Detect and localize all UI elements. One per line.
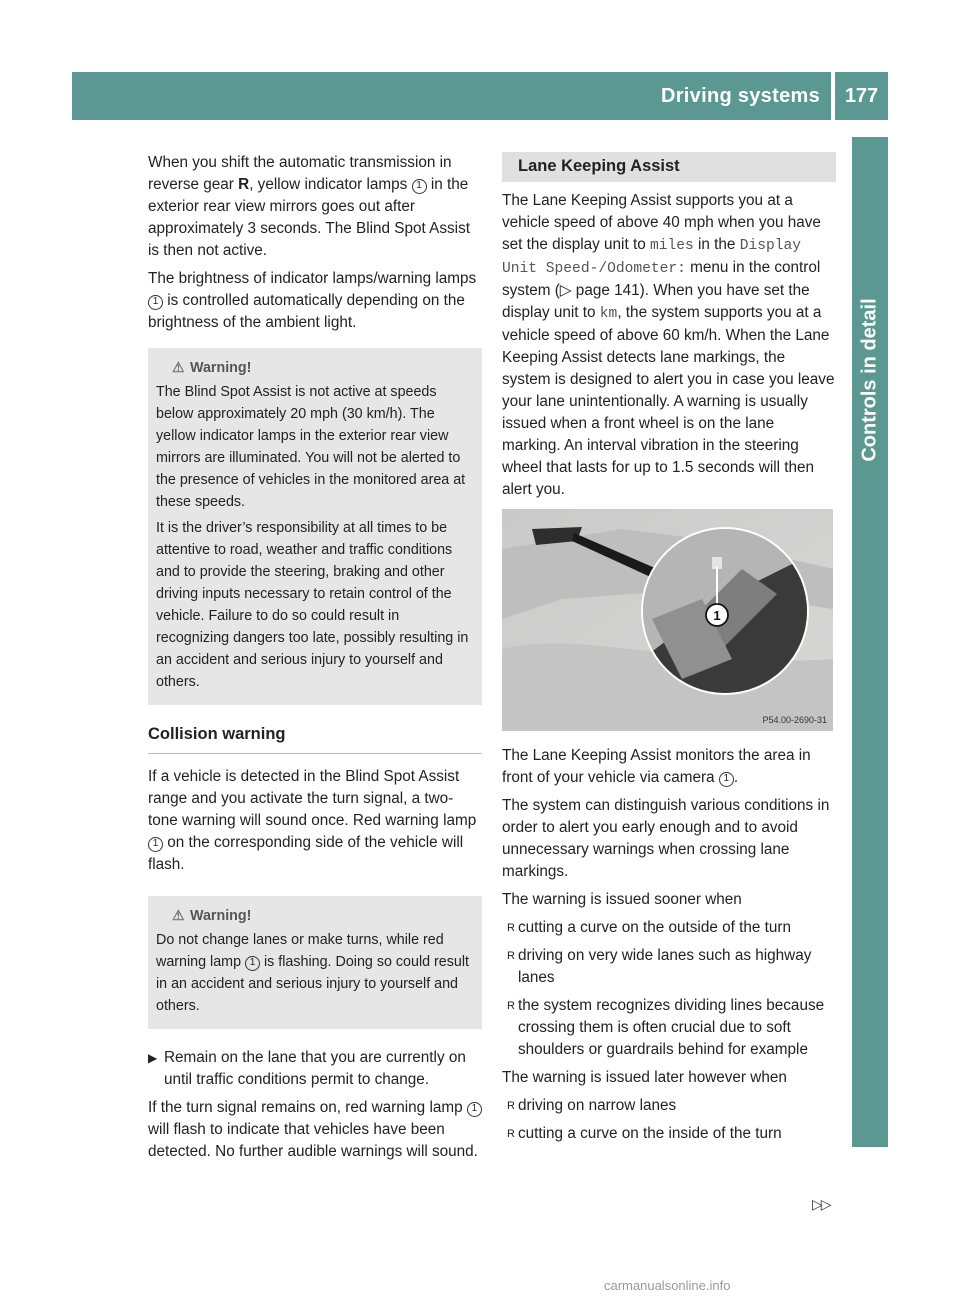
- continued-arrow-icon: ▷▷: [812, 1196, 830, 1212]
- left-column: [148, 152, 482, 1169]
- warning-triangle-icon: ⚠: [172, 359, 185, 375]
- camera-illustration: [502, 509, 833, 731]
- figure-callout: 1: [713, 608, 721, 623]
- page-reference[interactable]: ▷ page 141: [559, 282, 640, 299]
- paragraph-lane-keeping-intro: The Lane Keeping Assist supports you at a vehicle speed of above 40 mph when you have set the display unit to miles in the Display Unit Speed-/Odometer: menu in the control system (▷ page 141). When you have set the display unit to km, the system supports you at a vehicle speed of above 60 km/h. When the Lane Keeping Assist detects lane markings, the system is designed to alert you in case you leave your lane unintentionally. A warning is usually issued when a front wheel is on the lane marking. An interval vibration in the steering wheel that lasts for up to 1.5 seconds will then alert you.: [502, 192, 835, 498]
- paragraph-turn-signal: If the turn signal remains on, red warning lamp 1 will flash to indicate that vehicles have been detected. No further audible warnings will sound.: [148, 1097, 482, 1163]
- warning-heading: ⚠ Warning!: [156, 904, 474, 927]
- lane-keeping-assist-heading: Lane Keeping Assist: [502, 152, 836, 182]
- paragraph-camera: The Lane Keeping Assist monitors the area in front of your vehicle via camera 1 .: [502, 747, 811, 786]
- bullet-icon: R: [507, 1100, 515, 1112]
- sooner-intro: The warning is issued sooner when: [502, 891, 742, 908]
- warning-triangle-icon: ⚠: [172, 907, 185, 923]
- list-item: R cutting a curve on the inside of the turn: [502, 1123, 836, 1145]
- later-intro: The warning is issued later however when: [502, 1069, 787, 1086]
- side-tab-label: Controls in detail: [858, 298, 881, 462]
- watermark: carmanualsonline.info: [604, 1278, 731, 1293]
- paragraph-conditions: The system can distinguish various conditions in order to alert you early enough and to avoid unnecessary warnings when crossing lane markings.: [502, 797, 830, 880]
- warning-box-speed: [148, 348, 482, 705]
- bullet-icon: R: [507, 922, 515, 934]
- right-column: [502, 152, 836, 1151]
- warning-heading: ⚠ Warning!: [156, 356, 474, 379]
- figure-code: P54.00-2690-31: [762, 715, 827, 725]
- callout-1-icon: 1: [467, 1102, 482, 1117]
- camera-figure: [502, 509, 833, 731]
- warning-text: Do not change lanes or make turns, while red warning lamp 1 is flashing. Doing so could result in an accident and serious injury to yourself and others.: [156, 932, 470, 1014]
- display-unit-km: km: [599, 306, 618, 322]
- gear-label: R: [238, 176, 250, 193]
- side-tab-label-box: [852, 250, 888, 510]
- paragraph-collision: If a vehicle is detected in the Blind Spot Assist range and you activate the turn signal, a two-tone warning will sound once. Red warning lamp 1 on the corresponding side of the vehicle will flash.: [148, 768, 477, 873]
- paragraph-brightness: The brightness of indicator lamps/warning lamps 1 is controlled automatically depending on the brightness of the ambient light.: [148, 270, 477, 331]
- bullet-icon: R: [507, 950, 515, 962]
- callout-1-icon: 1: [148, 295, 163, 310]
- bullet-icon: R: [507, 1128, 515, 1140]
- bullet-icon: R: [507, 1000, 515, 1012]
- instruction-step: ▶ Remain on the lane that you are currently on until traffic conditions permit to change.: [148, 1049, 466, 1088]
- paragraph-reverse-gear: When you shift the automatic transmission in reverse gear R, yellow indicator lamps 1 in the exterior rear view mirrors goes out after approximately 3 seconds. The Blind Spot Assist is then not active.: [148, 154, 470, 259]
- callout-1-icon: 1: [719, 772, 734, 787]
- list-item: R driving on narrow lanes: [502, 1095, 836, 1117]
- list-item: R driving on very wide lanes such as highway lanes: [507, 947, 812, 986]
- warning-text: It is the driver’s responsibility at all times to be attentive to road, weather and traffic conditions and to provide the steering, braking and other driving inputs necessary to retain control of the vehicle. Failure to do so could result in recognizing dangers too late, possibly resulting in an accident and serious injury to yourself and others.: [156, 520, 469, 690]
- warning-text: The Blind Spot Assist is not active at speeds below approximately 20 mph (30 km/h). The yellow indicator lamps in the exterior rear view mirrors are illuminated. You will not be alerted to the presence of vehicles in the monitored area at these speeds.: [156, 384, 466, 510]
- menu-name: Display Unit Speed-/Odometer:: [502, 238, 801, 277]
- callout-1-icon: 1: [148, 837, 163, 852]
- callout-1-icon: 1: [412, 179, 427, 194]
- list-item: R the system recognizes dividing lines because crossing them is often crucial due to soft shoulders or guardrails behind for example: [507, 997, 825, 1058]
- collision-warning-heading: Collision warning: [148, 723, 482, 754]
- warning-box-lane-change: [148, 896, 482, 1029]
- page-section-title: Driving systems: [660, 85, 820, 107]
- page-number: 177: [835, 72, 888, 120]
- display-unit-miles: miles: [649, 238, 694, 254]
- instruction-arrow-icon: ▶: [148, 1051, 158, 1065]
- callout-1-icon: 1: [245, 956, 260, 971]
- list-item: R cutting a curve on the outside of the turn: [502, 917, 836, 939]
